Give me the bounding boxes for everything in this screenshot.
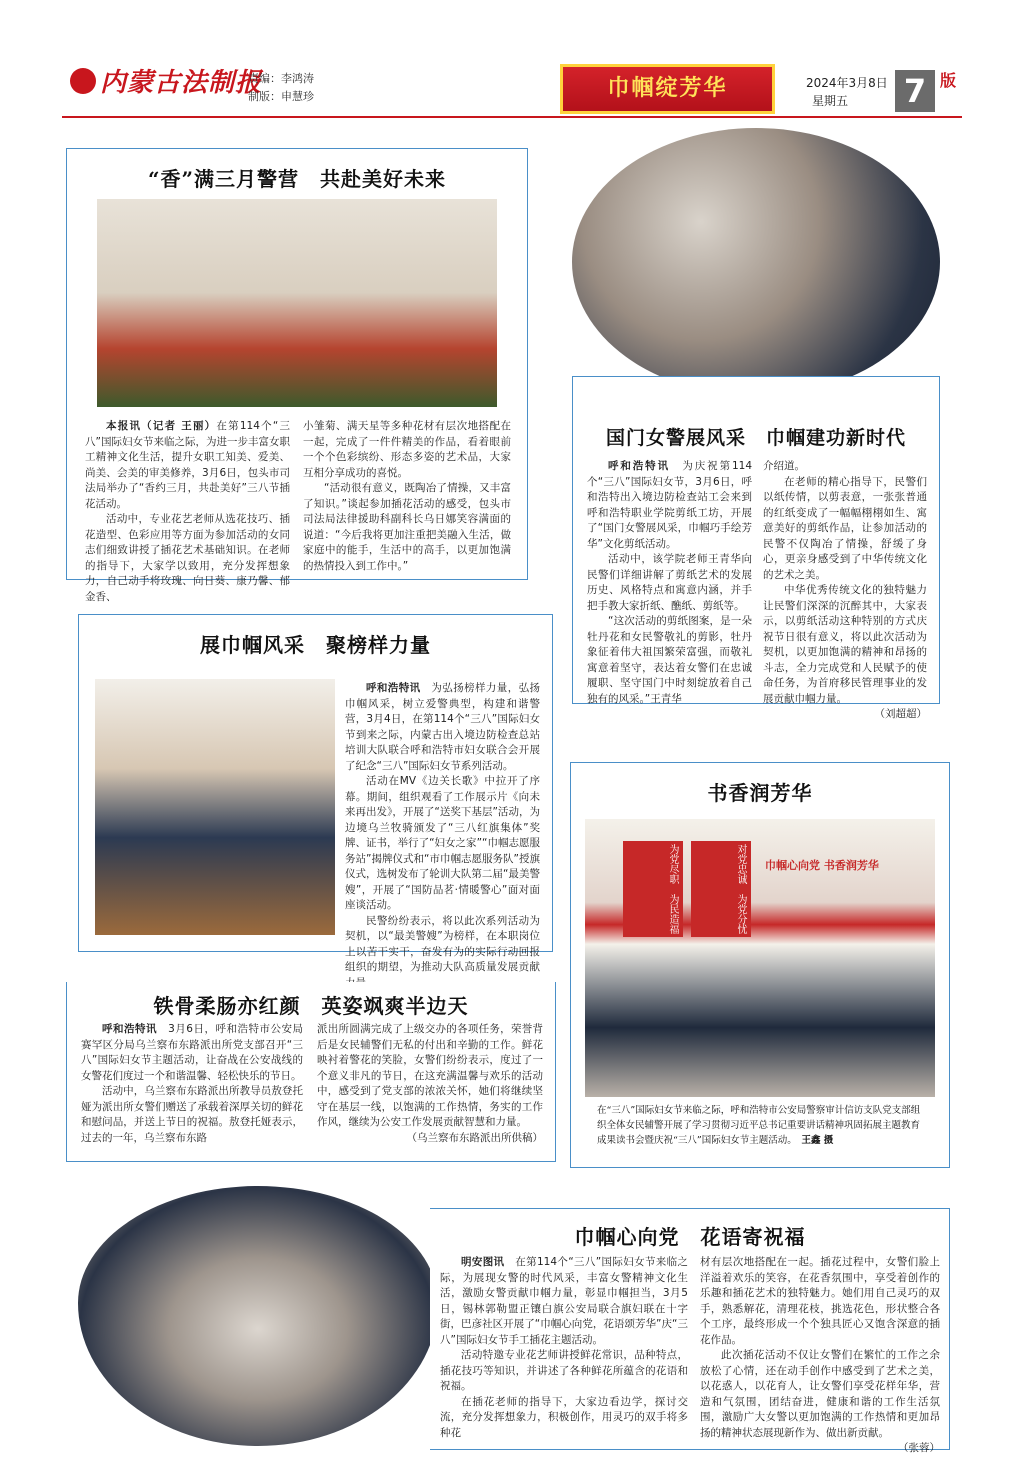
article-body [345,681,541,973]
article-byline: 呼和浩特讯 [366,682,421,694]
article-paragraph: 派出所圆满完成了上级交办的各项任务，荣誉背后是女民辅警们无私的付出和辛勤的工作。鲜花映衬着警花的笑脸，女警们纷纷表示，度过了一个意义非凡的节日，在这充满温馨与欢乐的活动中，感受到了党支部的浓浓关怀，她们将继续坚守在基层一线，以饱满的工作热情，务实的工作作风，继续为公安工作发展贡献智慧和力量。 [317,1023,543,1128]
article-paragraph: 在第114个“三八”国际妇女节来临之际，为展现女警的时代风采，丰富女警精神文化生活，激励女警贡献巾帼力量，彰显巾帼担当，3月5日，锡林郭勒盟正镶白旗公安局联合旗妇联在十字街，巴彦社区开展了“巾帼心向党，花语颂芳华”庆“三八”国际妇女节手工插花主题活动。 [440,1256,689,1346]
newspaper-logo-icon [70,68,96,94]
article-paragraph: 活动在MV《边关长歌》中拉开了序幕。期间，组织观看了工作展示片《向未来再出发》，开展了“送奖下基层”活动，为边境乌兰牧骑颁发了“三八红旗集体”奖牌、证书，举行了“妇女之家”“巾帼志愿服务站”揭牌仪式和“市巾帼志愿服务队”授旗仪式，选树发布了轮训大队第二届“最美警嫂”，开展了“国防品茗·情暖警心”面对面座谈活动。 [345,775,540,911]
article-paragraph: 活动中，专业花艺老师从选花技巧、插花造型、色彩应用等方面为参加活动的女同志们细致讲授了插花艺术基础知识。在老师的指导下，大家学以致用，充分发挥想象力，自己动手将玫瑰、向日葵、康乃馨、郁金香、 [85,513,290,603]
article-headline: 铁骨柔肠亦红颜 英姿飒爽半边天 [153,994,469,1018]
page-number: 7 [895,70,935,112]
article-byline: 呼和浩特讯 [608,460,670,472]
article-signature: （刘超超） [874,708,927,720]
article-headline: “香”满三月警营 共赴美好未来 [147,167,446,191]
article-paragraph: 在第114个“三八”国际妇女节来临之际，为进一步丰富女职工精神文化生活，提升女职工知美、爱美、尚美、会美的审美修养，3月6日，包头市司法局举办了“香约三月，共赴美好”三八节插花活动。 [85,420,291,510]
paper-cutting-photo [572,128,940,396]
article-signature: （张蓉） [898,1442,940,1454]
article-paragraph: 介绍道。 [763,460,805,472]
section-banner: 巾帼绽芳华 [560,64,775,114]
page-word: 版 [940,71,957,90]
issue-date: 2024年3月8日 [806,76,888,90]
article-paragraph: 小雏菊、满天星等多种花材有层次地搭配在一起，完成了一件件精美的作品，看着眼前一个个色彩缤纷、形态多姿的艺术品，大家互相分享成功的喜悦。 [303,420,511,479]
article-signature: （乌兰察布东路派出所供稿） [406,1131,543,1144]
article-book-reading [570,762,950,1168]
editor-credit: 责编：李鸿涛 [248,72,314,85]
book-reading-photo [585,819,935,1097]
article-column-1 [440,1255,688,1445]
newspaper-logo: 内蒙古法制报 [100,68,263,98]
article-paragraph: 活动中，乌兰察布东路派出所教导员敖登托娅为派出所女警们赠送了承载着深厚关切的鲜花和慰问品，并送上节日的祝福。敖登托娅表示，过去的一年，乌兰察布东路 [81,1085,303,1144]
issue-weekday: 星期五 [812,94,849,108]
article-byline: 呼和浩特讯 [102,1023,158,1035]
article-headline: 书香润芳华 [707,781,813,805]
article-paragraph: 民警纷纷表示，将以此次系列活动为契机，以“最美警嫂”为榜样，在本职岗位上以苦干实干，奋发有为的实际行动回报组织的期望，为推动大队高质量发展贡献 [345,914,540,973]
article-flower-event [66,148,528,603]
article-column-1 [81,1022,303,1156]
article-role-model [78,614,553,973]
article-paragraph: 活动中，该学院老师王青华向民警们详细讲解了剪纸艺术的发展历史、风格特点和寓意内涵，并手把手教大家折纸、醮纸、剪纸等。 [587,553,752,612]
layout-credit: 制版：申慧珍 [248,90,314,103]
article-police-station [66,982,556,1162]
article-border-police [572,376,940,720]
article-paragraph: “这次活动的剪纸图案，是一朵牡丹花和女民警敬礼的剪影，牡丹象征着伟大祖国繁荣富强，而敬礼寓意着坚守，表达着女警们在忠诚履职、坚守国门中时刻绽放着自己独有的风采。”王青华 [587,615,752,705]
article-flower-blessing [430,1208,950,1454]
article-paragraph: “活动很有意义，既陶冶了情操，又丰富了知识。”谈起参加插花活动的感受，包头市司法局法律援助科副科长乌日娜笑容满面的说道：“今后我将更加注重把美融入生活，做家庭中的能手，生活中的高手，以更加饱满的热情投入到工作中。” [303,482,511,572]
flower-arranging-photo [97,199,497,407]
article-paragraph: 在插花老师的指导下，大家边看边学，探讨交流，充分发挥想象力，积极创作，用灵巧的双手将多种花 [440,1395,688,1439]
article-paragraph: 活动特邀专业花艺师讲授鲜花常识，品种特点，插花技巧等知识，并讲述了各种鲜花所蕴含的花语和祝福。 [440,1349,688,1392]
article-byline: 本报讯（记者 王丽） [106,420,217,432]
article-paragraph: 3月6日，呼和浩特市公安局赛罕区分局乌兰察布东路派出所党支部召开“三八”国际妇女节主题活动，让奋战在公安战线的女警花们度过一个和谐温馨、轻松快乐的节日。 [81,1023,304,1082]
article-headline: 展巾帼风采 聚榜样力量 [200,633,431,657]
photo-board-title: 巾帼心向党 书香润芳华 [765,859,879,872]
article-paragraph: 在老师的精心指导下，民警们以纸传情，以剪表意，一张张普通的红纸变成了一幅幅栩栩如生、寓意美好的剪纸作品，让参加活动的民警不仅陶冶了情操，舒缓了身心，更亲身感受到了中华传统文化的艺术之美。 [763,475,927,581]
article-paragraph: 材有层次地搭配在一起。插花过程中，女警们脸上洋溢着欢乐的笑容，在花香氛围中，享受着创作的乐趣和插花艺术的独特魅力。她们用自己灵巧的双手，熟悉解花，清理花枝，挑选花色，形状整合各个工序，最终形成一个个独具匠心又饱含深意的插花作品。 [700,1256,940,1346]
article-paragraph: 此次插花活动不仅让女警们在繁忙的工作之余放松了心情，还在动手创作中感受到了艺术之美，以花惑人，以花育人，让女警们享受花样年华，营造和气氛围，团结奋进，健康和谐的工作生活氛围，激励广大女警以更加饱满的工作热情和更加昂扬的精神状态展现新作为、做出新贡献。 [700,1349,940,1439]
article-headline: 国门女警展风采 巾帼建功新时代 [605,427,906,449]
article-column-2 [700,1255,940,1454]
photo-credit: 王鑫 摄 [801,1135,834,1146]
photo-banner-right: 对党忠诚 为党分忧 [691,841,751,937]
article-column-2 [763,459,927,720]
article-paragraph: 为弘扬榜样力量，弘扬巾帼风采，树立爱警典型，构建和谐警营，3月4日，在第114个“三八”国际妇女节到来之际，内蒙古出入境边防检查总站培训大队联合呼和浩特市妇女联合会开展了纪念“三八”国际妇女节系列活动。 [345,682,541,772]
article-column-2 [317,1022,543,1156]
article-column-2 [303,419,511,572]
article-headline: 巾帼心向党 花语寄祝福 [574,1225,806,1249]
police-flowers-photo [78,1186,438,1446]
photo-caption [597,1103,927,1163]
article-paragraph: 中华优秀传统文化的独特魅力让民警们深深的沉醉其中，大家表示，以剪纸活动这种特别的方式庆祝节日很有意义，将以此次活动为契机，以更加饱满的精神和昂扬的斗志，全力完成党和人民赋予的使命任务，为首府移民管理事业的发展贡献巾帼力量。 [763,584,927,705]
article-column-1 [587,459,753,705]
article-paragraph: 为庆祝第114个“三八”国际妇女节，3月6日，呼和浩特出入境边防检查站工会来到呼和浩特职业学院剪纸工坊，开展了“国门女警展风采，巾帼巧手绘芳华”文化剪纸活动。 [587,460,753,550]
masthead-rule [62,116,962,118]
caption-text: 在“三八”国际妇女节来临之际，呼和浩特市公安局警察审计信访支队党支部组织全体女民辅警开展了学习贯彻习近平总书记重要讲话精神巩固拓展主题教育成果读书会暨庆祝“三八”国际妇女节主题活动。 [597,1105,921,1146]
womens-day-event-photo [95,679,335,935]
photo-banner-left: 为党尽职 为民造福 [623,841,683,937]
article-column-1 [85,419,291,603]
article-byline: 明安图讯 [461,1256,505,1268]
